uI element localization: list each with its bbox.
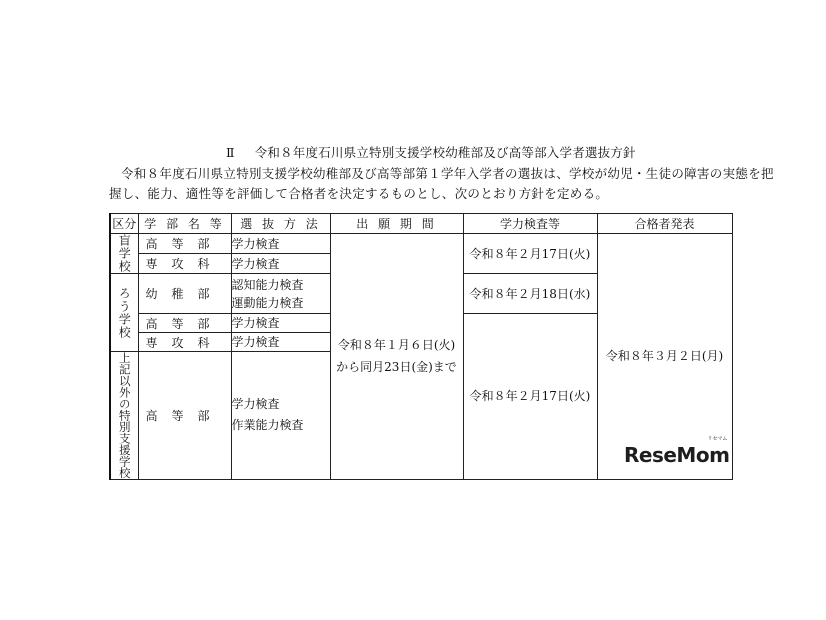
announcement-date-cell: 令和８年３月２日(月) — [597, 234, 732, 480]
method-line: 認知能力検査 — [231, 277, 304, 292]
method-line: 作業能力検査 — [231, 418, 304, 433]
intro-line-2: 握し、能力、適性等を評価して合格者を決定するものとし、次のとおり方針を定める。 — [109, 186, 609, 201]
selection-schedule-table — [109, 213, 733, 480]
table-header-row — [110, 214, 732, 234]
header-announcement: 合格者発表 — [597, 214, 732, 234]
method-cell: 学力検査 — [231, 254, 330, 274]
exam-date-blind: 令和８年２月17日(火) — [463, 234, 597, 274]
department-cell: 高等部 — [138, 314, 231, 333]
section-heading — [226, 143, 636, 161]
method-cell: 学力検査 — [231, 333, 330, 352]
method-cell — [231, 352, 330, 480]
method-line: 運動能力検査 — [231, 295, 304, 310]
department-cell: 高等部 — [138, 234, 231, 254]
exam-date-deaf-kindergarten: 令和８年２月18日(水) — [463, 274, 597, 314]
method-line: 学力検査 — [231, 397, 280, 412]
category-label: 上記以外の特別支援学校 — [117, 352, 132, 479]
header-method: 選 抜 方 法 — [231, 214, 330, 234]
header-category: 区分 — [110, 214, 138, 234]
section-title: 令和８年度石川県立特別支援学校幼稚部及び高等部入学者選抜方針 — [254, 145, 636, 160]
logo-text: ReseMom — [624, 443, 730, 467]
category-deaf-school — [110, 274, 138, 352]
department-cell: 高等部 — [138, 352, 231, 480]
section-number: Ⅱ — [226, 145, 235, 160]
method-cell: 学力検査 — [231, 314, 330, 333]
category-blind-school — [110, 234, 138, 274]
resemom-logo — [624, 436, 730, 467]
department-cell: 専攻科 — [138, 254, 231, 274]
intro-line-1: 令和８年度石川県立特別支援学校幼稚部及び高等部第１学年入学者の選抜は、学校が幼児・生徒の障害の実態を把 — [121, 166, 774, 181]
exam-date-others: 令和８年２月17日(火) — [463, 314, 597, 480]
application-period-line-2: から同月23日(金)まで — [336, 360, 457, 375]
method-cell: 学力検査 — [231, 234, 330, 254]
logo-small-text: リセマム — [707, 436, 728, 442]
method-cell — [231, 274, 330, 314]
department-cell: 幼稚部 — [138, 274, 231, 314]
application-period-line-1: 令和８年１月６日(火) — [337, 338, 456, 353]
category-label: 盲学校 — [117, 234, 132, 273]
header-exam-date: 学力検査等 — [463, 214, 597, 234]
header-application-period: 出 願 期 間 — [330, 214, 463, 234]
table-row — [110, 234, 732, 254]
department-cell: 専攻科 — [138, 333, 231, 352]
header-department: 学 部 名 等 — [138, 214, 231, 234]
category-label: ろう学校 — [117, 286, 132, 339]
category-other-schools — [110, 352, 138, 480]
application-period-cell — [330, 234, 463, 480]
intro-paragraph — [109, 164, 774, 204]
